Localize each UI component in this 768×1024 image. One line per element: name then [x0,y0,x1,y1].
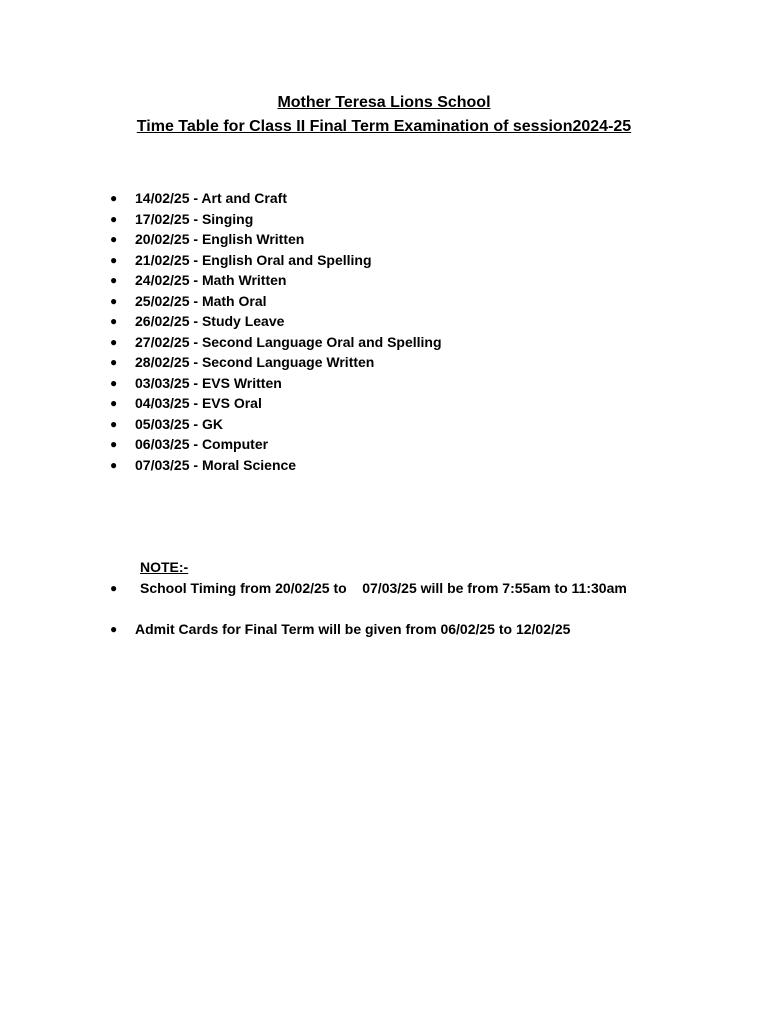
schedule-item-text: 28/02/25 - Second Language Written [135,354,375,370]
schedule-item-text: 07/03/25 - Moral Science [135,456,297,473]
bullet-icon: ● [110,232,118,246]
bullet-icon: ● [110,457,118,472]
schedule-item [110,332,442,353]
bullet-icon: ● [110,211,118,226]
schedule-item-text: 06/03/25 - Computer [135,436,269,452]
schedule-item [110,311,442,332]
schedule-item-text: 27/02/25 - Second Language Oral and Spelling [135,333,442,350]
schedule-item [110,434,442,455]
school-name-heading: Mother Teresa Lions School [277,94,491,111]
schedule-item [110,352,442,373]
schedule-item [110,250,442,271]
schedule-item [110,209,442,230]
schedule-item-text: 25/02/25 - Math Oral [135,292,267,309]
note-heading: NOTE:- [140,559,189,575]
bullet-icon: ● [110,622,118,636]
exam-schedule-list [110,188,442,475]
schedule-item-text: 03/03/25 - EVS Written [135,374,282,391]
schedule-item-text: 20/02/25 - English Written [135,231,305,247]
bullet-icon: ● [110,314,118,328]
note-item-text: School Timing from 20/02/25 to 07/03/25 will be from 7:55am to 11:30am [140,580,627,596]
bullet-icon: ● [110,437,118,451]
bullet-icon: ● [110,375,118,390]
schedule-item-text: 04/03/25 - EVS Oral [135,395,262,411]
bullet-icon: ● [110,334,118,349]
schedule-item [110,393,442,414]
schedule-item [110,373,442,394]
schedule-item [110,270,442,291]
bullet-icon: ● [110,273,118,287]
note-item-text: Admit Cards for Final Term will be given from 06/02/25 to 12/02/25 [135,621,571,637]
schedule-item [110,291,442,312]
schedule-item [110,229,442,250]
bullet-icon: ● [110,355,118,369]
schedule-item [110,414,442,435]
schedule-item-text: 26/02/25 - Study Leave [135,313,285,329]
schedule-item-text: 14/02/25 - Art and Craft [135,190,287,206]
schedule-item-text: 21/02/25 - English Oral and Spelling [135,251,372,268]
bullet-icon: ● [110,191,118,205]
schedule-item-text: 24/02/25 - Math Written [135,272,287,288]
bullet-icon: ● [110,396,118,410]
bullet-icon: ● [110,581,118,595]
note-item-school-timing [110,578,627,598]
bullet-icon: ● [110,416,118,431]
note-item-admit-cards [110,619,570,639]
timetable-title-heading: Time Table for Class II Final Term Examination of session2024-25 [136,118,632,135]
schedule-item-text: 17/02/25 - Singing [135,210,254,227]
schedule-item [110,188,442,209]
schedule-item [110,455,442,476]
bullet-icon: ● [110,293,118,308]
schedule-item-text: 05/03/25 - GK [135,415,223,432]
bullet-icon: ● [110,252,118,267]
